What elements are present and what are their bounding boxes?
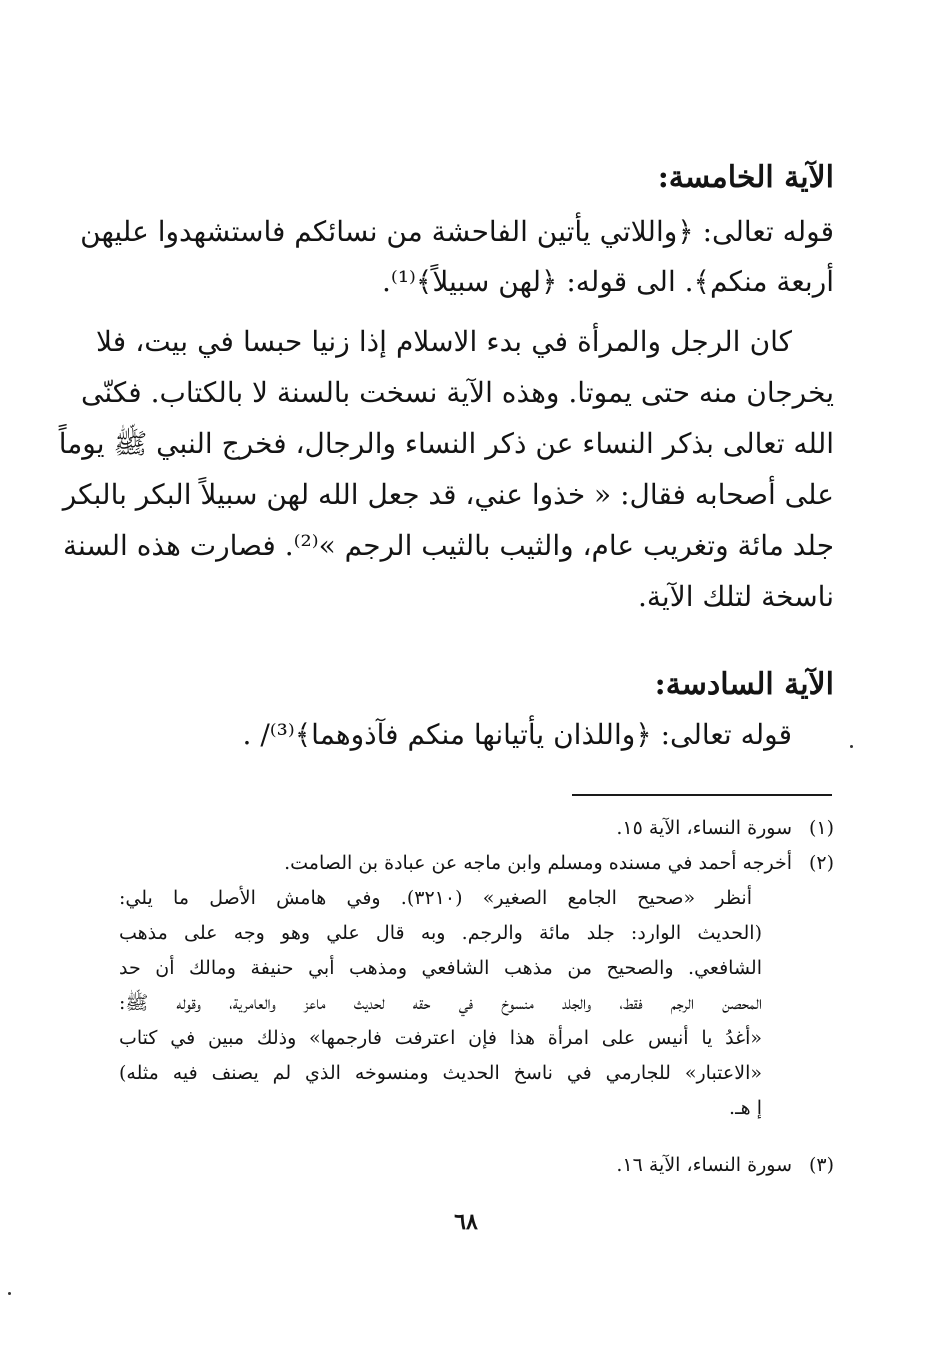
section5-heading: الآية الخامسة: xyxy=(657,160,834,195)
section6-heading: الآية السادسة: xyxy=(654,667,834,702)
footnote-1-number: (١) xyxy=(808,817,834,839)
section5-verse-line-2: أربعة منكم﴾. الى قوله: ﴿لهن سبيلاً﴾⁽¹⁾. xyxy=(382,265,834,298)
section5-body-line-5: جلد مائة وتغريب عام، والثيب بالثيب الرجم »⁽²⁾. فصارت هذه السنة xyxy=(63,529,834,562)
section5-body-line-4: على أصحابه فقال: « خذوا عني، قد جعل الله لهن سبيلاً البكر بالبكر xyxy=(62,478,834,511)
footnote-2-number: (٢) xyxy=(808,852,834,874)
section5-body-line-1: كان الرجل والمرأة في بدء الاسلام إذا زنيا حبسا في بيت، فلا xyxy=(96,325,793,358)
footnote-2-line-7: إ هـ. xyxy=(729,1097,762,1119)
section5-body-line-6: ناسخة لتلك الآية. xyxy=(638,580,834,613)
footnote-2-line-6: «الاعتبار» للجارمي في ناسخ الحديث ومنسوخه الذي لم يصنف فيه مثله) xyxy=(119,1062,762,1084)
scan-speck xyxy=(850,745,853,748)
footnote-2-line-3: الشافعي. والصحيح من مذهب الشافعي ومذهب أبي حنيفة ومالك أن حد xyxy=(119,957,762,979)
footnote-separator xyxy=(572,794,832,796)
footnote-2-line-1: أنظر «صحيح الجامع الصغير» (٣٢١٠). وفي هامش الأصل ما يلي: xyxy=(119,887,752,909)
section5-body-line-3: الله تعالى بذكر النساء عن ذكر النساء والرجال، فخرج النبي ﷺ يوماً xyxy=(58,427,834,460)
footnote-2-line-4: المحصن الرجم فقط، والجلد منسوخ في حقه لحديث ماعز والعامرية، وقوله ﷺ: xyxy=(119,992,762,1014)
footnote-1-text: سورة النساء، الآية ١٥. xyxy=(616,817,792,839)
page-number: ٦٨ xyxy=(454,1209,478,1235)
section5-verse-line-1: قوله تعالى: ﴿واللاتي يأتين الفاحشة من نسائكم فاستشهدوا عليهن xyxy=(80,215,834,248)
scan-speck xyxy=(8,1292,11,1295)
footnote-3-text: سورة النساء، الآية ١٦. xyxy=(616,1154,792,1176)
footnote-2-text: أخرجه أحمد في مسنده ومسلم وابن ماجه عن عبادة بن الصامت. xyxy=(284,852,792,874)
footnote-2-line-2: (الحديث الوارد: جلد مائة والرجم. وبه قال علي وهو وجه على مذهب xyxy=(119,922,762,944)
footnote-2-line-5: «أغدُ يا أنيس على امرأة هذا فإن اعترفت فارجمها» وذلك مبين في كتاب xyxy=(119,1027,762,1049)
section6-verse-line-1: قوله تعالى: ﴿واللذان يأتيانها منكم فآذوهما﴾⁽³⁾/ . xyxy=(242,718,792,751)
section5-body-line-2: يخرجان منه حتى يموتا. وهذه الآية نسخت بالسنة لا بالكتاب. فكنّى xyxy=(81,376,834,409)
footnote-3-number: (٣) xyxy=(808,1154,834,1176)
